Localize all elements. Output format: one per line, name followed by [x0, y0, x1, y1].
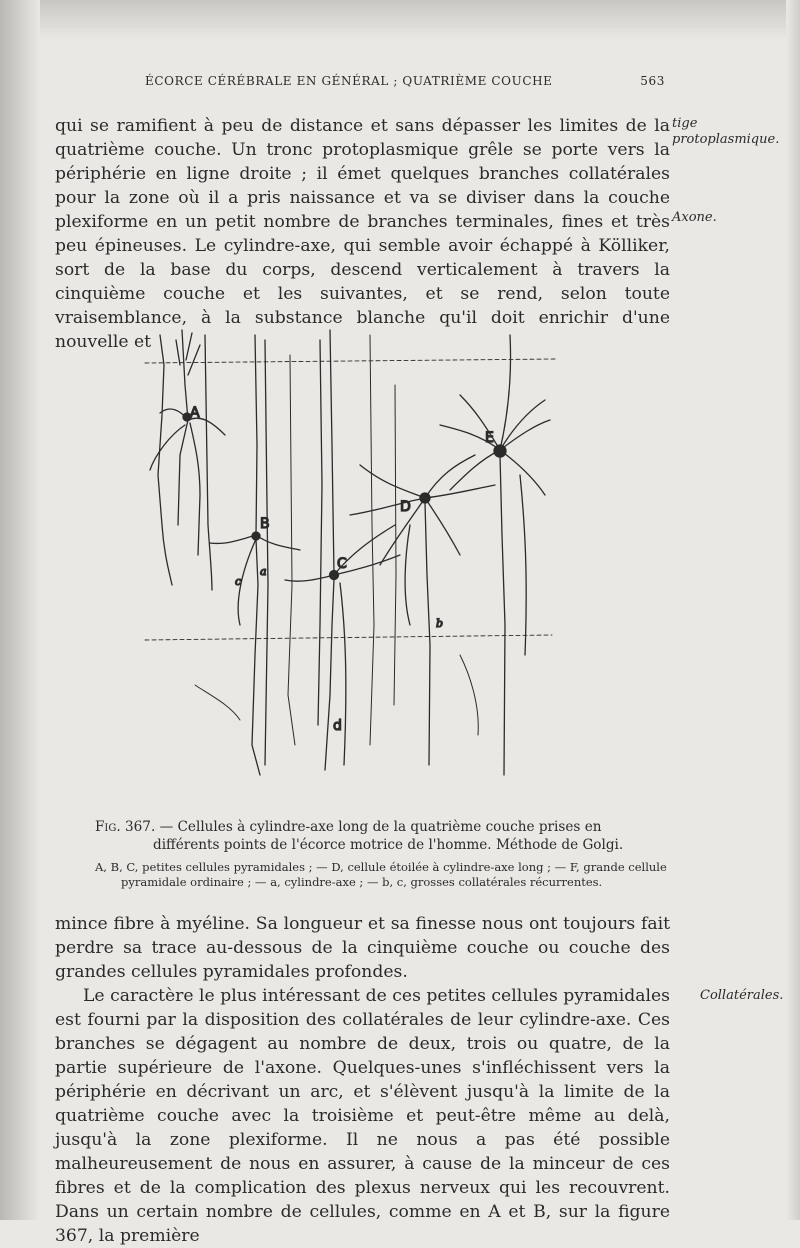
margin-note-tige: tige protoplasmique. [672, 116, 780, 147]
label-cell-a: A [190, 405, 200, 421]
label-cell-b: B [260, 516, 270, 532]
paragraph-1: qui se ramifient à peu de distance et sans dépasser les limites de la quatrième couche. Un tronc protoplasmique grêle se porte vers la périphérie en ligne droite ; il émet quelques branches collatérales pour la zone où il a pris naissance et va se diviser dans la couche plexiforme en un petit nombre de branches terminales, fines et très peu épineuses. Le cylindre-axe, qui semble avoir échappé à Kölliker, sort de la base du corps, descend verticalement à travers la cinquième couche et les suivantes, et se rend, selon toute vraisemblance, à la substance blanche qu'il doit enrichir d'une nouvelle et [55, 116, 670, 352]
caption-fig-label: Fig. 367. [95, 819, 156, 835]
cell-c-drawing [285, 330, 400, 770]
lower-layer-boundary [145, 635, 552, 640]
caption-legend: A, B, C, petites cellules pyramidales ; — D, cellule étoilée à cylindre-axe long ; — F, grande cellule pyramidale ordinaire ; — a, cylindre-axe ; — b, c, grosses collatérales récurrentes. [95, 860, 667, 889]
label-cell-e: E [485, 430, 494, 446]
label-cell-c: C [337, 556, 347, 572]
cell-b-drawing [210, 335, 300, 775]
label-cell-d: D [400, 499, 411, 515]
cell-a-drawing [150, 330, 225, 590]
caption-main [95, 818, 670, 854]
page-shadow-top [0, 0, 800, 40]
upper-layer-boundary [145, 359, 555, 363]
page-number: 563 [640, 74, 665, 88]
paragraph-3: Le caractère le plus intéressant de ces petites cellules pyramidales est fourni par la disposition des collatérales de leur cylindre-axe. Ces branches se dégagent au nombre de deux, trois ou quatre, de la partie supérieure de l'axone. Quelques-unes s'infléchissent vers la périphérie en décrivant un arc, et s'élèvent jusqu'à la limite de la quatrième couche avec la troisième et peut-être même au delà, jusqu'à la zone plexiforme. Il ne nous a pas été possible malheureusement de nous en assurer, à cause de la minceur de ces fibres et de la complication des plexus nerveux qui les recouvrent. Dans un certain nombre de cellules, comme en A et B, sur la figure 367, la première [55, 986, 670, 1246]
caption-main-text: — Cellules à cylindre-axe long de la quatrième couche prises en différents points de l'écorce motrice de l'homme. Méthode de Golgi. [153, 819, 624, 853]
label-axon-a: a [260, 565, 267, 578]
figure-367 [140, 325, 565, 790]
paragraph-collaterals [55, 984, 670, 1248]
label-collateral-c: c [235, 575, 242, 588]
page-shadow-right [786, 0, 800, 1220]
label-d: d [333, 718, 342, 734]
page-shadow-left [0, 0, 40, 1220]
paragraph-2: mince fibre à myéline. Sa longueur et sa finesse nous ont toujours fait perdre sa trace au-dessous de la cinquième couche ou couche des grandes cellules pyramidales profondes. [55, 914, 670, 982]
margin-note-collaterales: Collatérales. [700, 988, 784, 1003]
paragraph-top [55, 114, 670, 354]
neuron-drawing [140, 325, 565, 790]
margin-note-axone: Axone. [672, 210, 717, 225]
figure-caption [95, 818, 670, 890]
cell-e-drawing [440, 335, 550, 775]
paragraph-after-figure [55, 912, 670, 984]
running-title: ÉCORCE CÉRÉBRALE EN GÉNÉRAL ; QUATRIÈME COUCHE [145, 74, 553, 88]
label-collateral-b: b [436, 617, 444, 630]
